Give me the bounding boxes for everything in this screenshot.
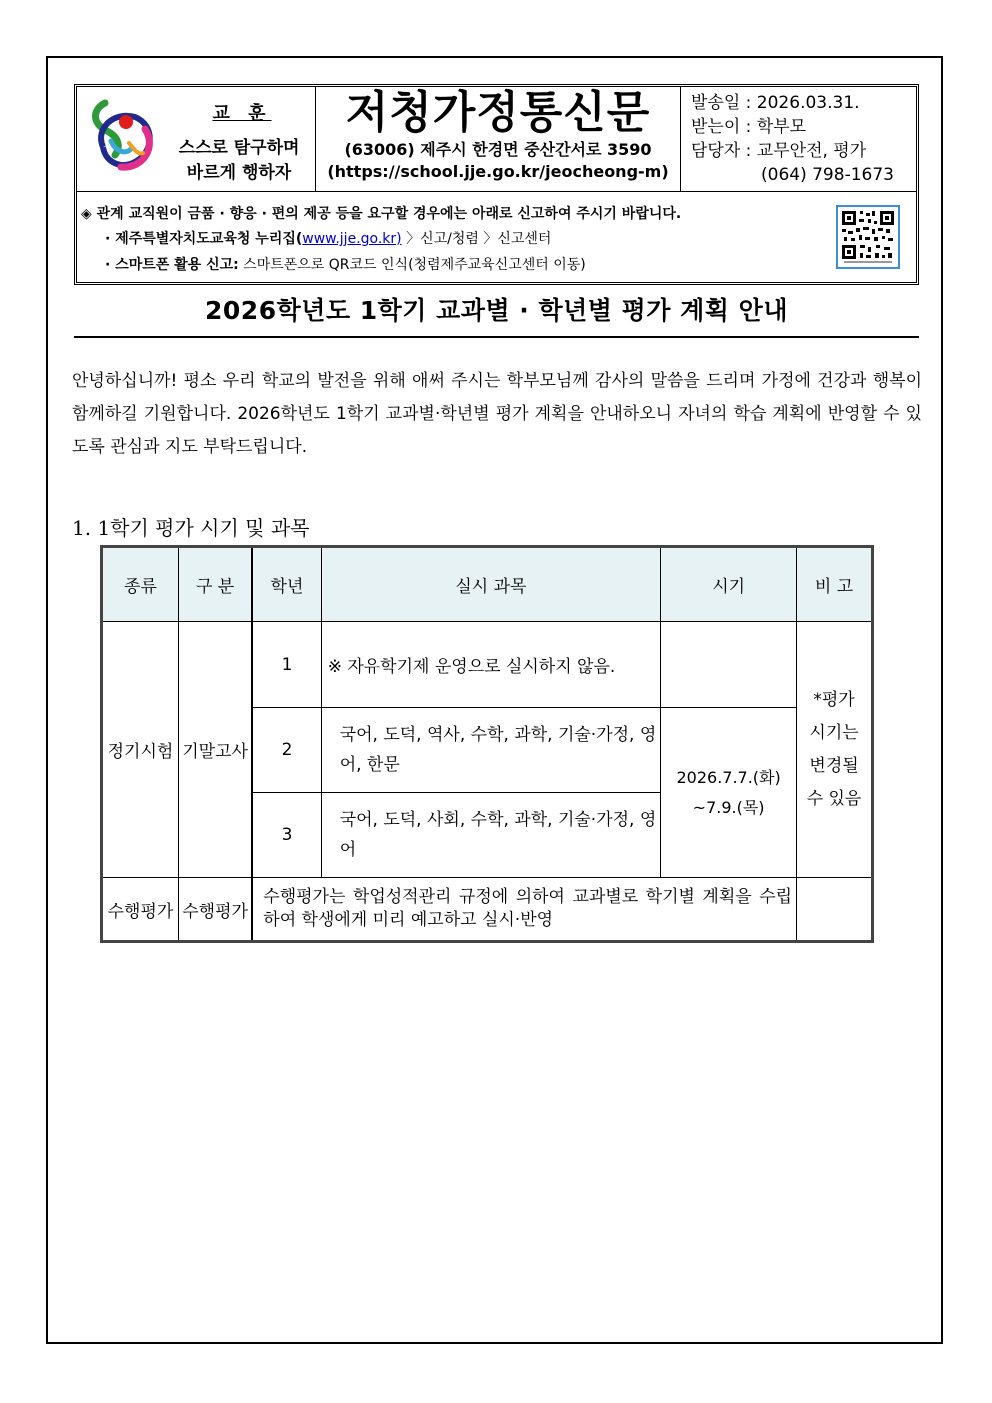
performance-category: 수행평가 [178,878,252,942]
table-row [102,622,873,708]
period-cell-empty [661,622,797,708]
notice-line-2-text: 스마트폰으로 QR코드 인식(청렴제주교육신고센터 이동) [238,257,586,273]
contact-phone: (064) 798-1673 [761,165,894,185]
table-header-row [102,547,873,622]
qr-code-icon[interactable] [836,205,900,269]
evaluation-plan-table [100,545,874,943]
contact-person: 담당자 : 교무안전, 평가 [691,141,867,161]
grade-cell: 2 [252,708,321,793]
motto-line-1: 스스로 탐구하며 [178,138,300,158]
notice-main-text: ◈ 관계 교직원이 금품 · 향응 · 편의 제공 등을 요구할 경우에는 아래로 신고하여 주시기 바랍니다. [81,206,682,222]
intro-paragraph: 안녕하십니까! 평소 우리 학교의 발전을 위해 애써 주시는 학부모님께 감사의 말씀을 드리며 가정에 건강과 행복이 함께하길 기원합니다. 2026학년도 1학기 교과별·학년별 평가 계획을 안내하오니 자녀의 학습 계획에 반영할 수 있도록 관심과 지도 부탁드립니다. [72,371,922,457]
send-date: 발송일 : 2026.03.31. [691,93,860,113]
note-cell [797,622,873,878]
dispatch-info-cell [681,87,916,191]
jje-website-link[interactable]: www.jje.go.kr) [302,231,402,247]
notice-line-1 [105,228,551,248]
school-address: (63006) 제주시 한경면 중산간서로 3590 [344,140,652,159]
notice-line-2 [105,254,586,274]
notice-line-2-label: · 스마트폰 활용 신고: [105,257,239,273]
note-line: *평가 [813,689,855,710]
header-type: 종류 [102,547,179,622]
school-logo-icon [85,95,161,171]
exam-period-end: ~7.9.(목) [692,797,765,817]
section-1-title: 1. 1학기 평가 시기 및 과목 [72,516,310,540]
school-website[interactable]: (https://school.jje.go.kr/jeocheong-m) [327,162,669,181]
header-top-row [77,87,916,192]
grade-cell: 1 [252,622,321,708]
motto-title: 교 훈 [212,103,272,124]
header-grade: 학년 [252,547,321,622]
exam-period-cell [661,708,797,878]
regular-exam-category: 기말고사 [178,622,252,878]
document-title: 2026학년도 1학기 교과별 · 학년별 평가 계획 안내 [74,288,919,338]
newsletter-title: 저청가정통신문 [345,87,651,138]
note-line: 수 있음 [806,788,862,809]
performance-type: 수행평가 [102,878,179,942]
grade-cell: 3 [252,793,321,878]
table-row [102,878,873,942]
exam-period-start: 2026.7.7.(화) [676,767,781,787]
performance-description: 수행평가는 학업성적관리 규정에 의하여 교과별로 학기별 계획을 수립하여 학생에게 미리 예고하고 실시·반영 [252,878,796,942]
header-period: 시기 [661,547,797,622]
regular-exam-type: 정기시험 [102,622,179,878]
newsletter-title-cell [316,87,681,191]
integrity-notice [77,192,916,282]
subjects-cell: 국어, 도덕, 사회, 수학, 과학, 기술·가정, 영어 [321,793,660,878]
motto-line-2: 바르게 행하자 [186,163,292,183]
newsletter-header [74,84,919,285]
subjects-cell: ※ 자유학기제 운영으로 실시하지 않음. [321,622,660,708]
notice-line-1-suffix: 〉신고/청렴 〉신고센터 [401,231,552,247]
notice-line-1-prefix: · 제주특별자치도교육청 누리집( [105,231,303,247]
header-category: 구 분 [178,547,252,622]
school-motto-cell [77,87,316,191]
performance-note-empty [797,878,873,942]
note-line: 시기는 [809,722,859,743]
recipient: 받는이 : 학부모 [691,117,807,137]
header-note: 비 고 [797,547,873,622]
subjects-cell: 국어, 도덕, 역사, 수학, 과학, 기술·가정, 영어, 한문 [321,708,660,793]
note-line: 변경될 [809,755,859,776]
header-subjects: 실시 과목 [321,547,660,622]
